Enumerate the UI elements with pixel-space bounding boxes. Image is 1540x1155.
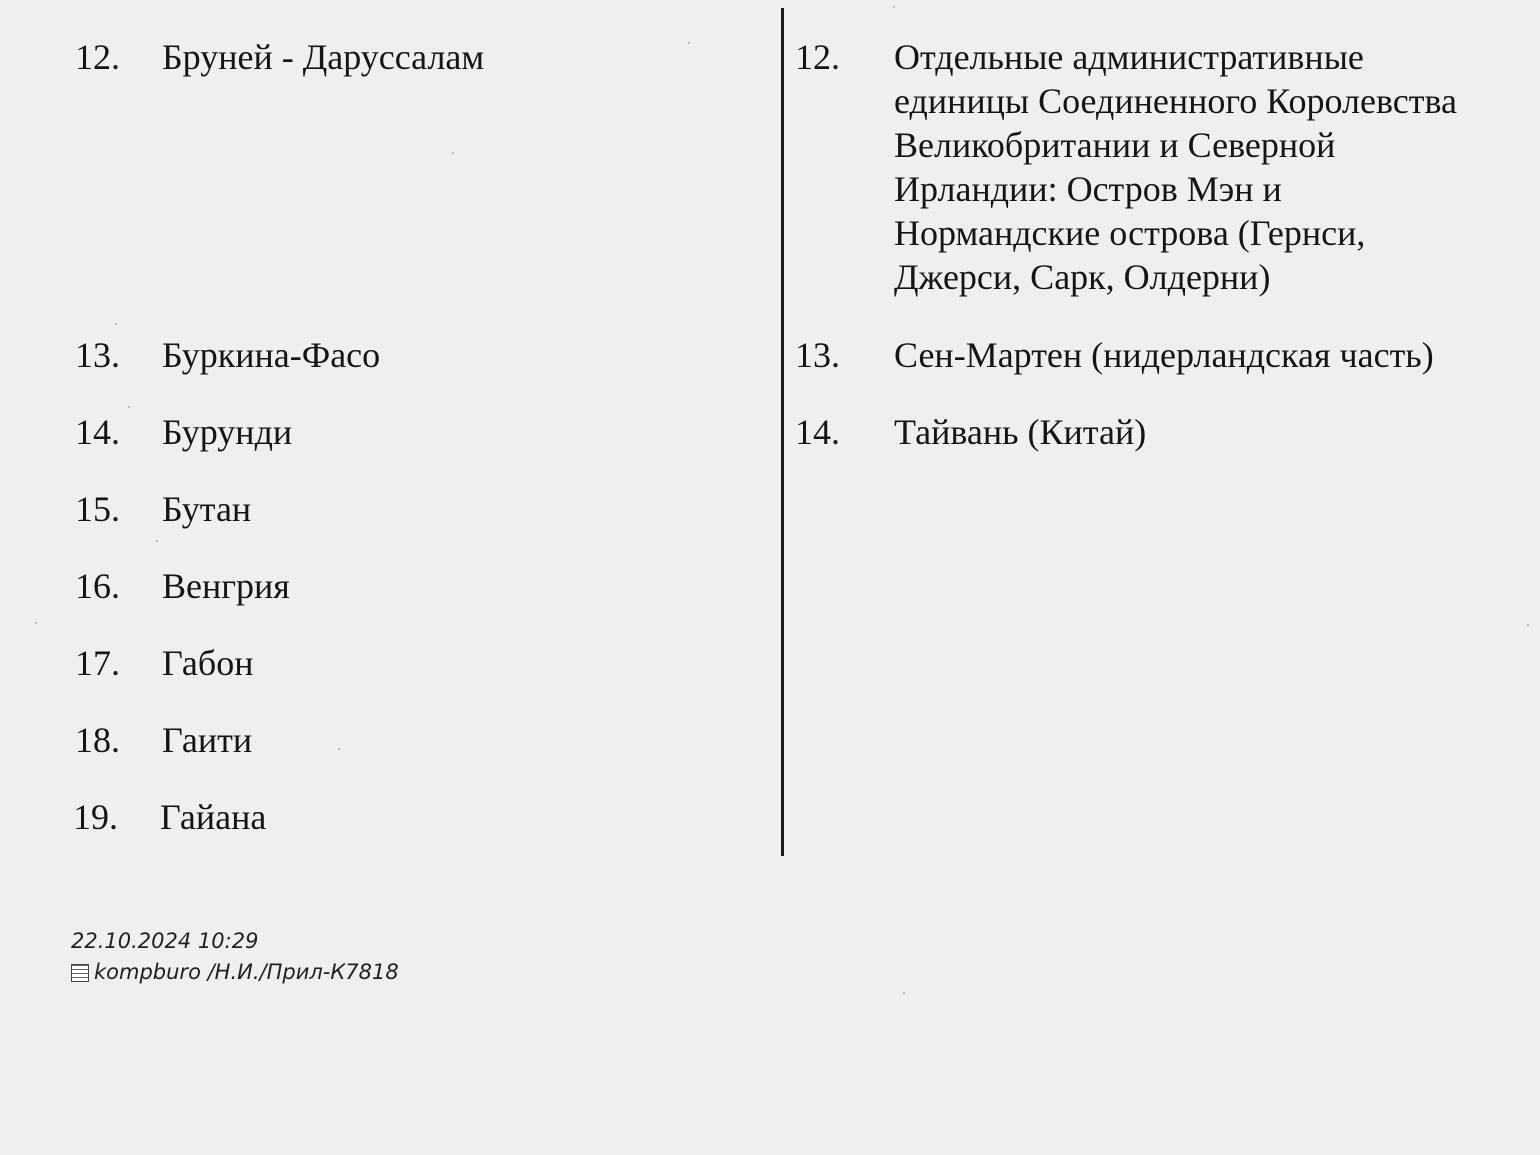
document-icon [71,964,89,982]
scan-speck [893,6,895,8]
scan-speck [903,992,905,994]
item-number: 17. [75,643,120,683]
document-footer [71,926,399,988]
item-number: 14. [795,412,840,452]
footer-path-line [71,957,399,988]
item-number: 15. [75,489,120,529]
scan-speck [156,540,158,542]
country-name: Гайана [160,797,267,837]
item-number: 13. [75,335,120,375]
item-number: 14. [75,412,120,452]
footer-path: kompburo /Н.И./Прил-К7818 [94,960,399,984]
territory-name: Отдельные административные единицы Соединенного Королевства Великобритании и Северной Ирландии: Остров Мэн и Нормандские острова (Гернси, Джерси, Сарк, Олдерни) [894,37,1457,297]
footer-timestamp: 22.10.2024 10:29 [71,929,259,953]
item-number: 12. [795,37,840,77]
country-name: Венгрия [162,566,290,606]
country-name: Бруней - Даруссалам [162,37,485,77]
item-number: 12. [75,37,120,77]
scan-speck [452,152,454,154]
territory-name: Сен-Мартен (нидерландская часть) [894,335,1434,375]
scan-speck [1527,624,1529,626]
scan-speck [115,323,117,325]
country-name: Бутан [162,489,252,529]
item-number: 18. [75,720,120,760]
scan-speck [338,748,340,750]
scan-speck [35,622,37,624]
scan-speck [688,42,690,44]
item-number: 19. [73,797,118,837]
country-name: Гаити [162,720,253,760]
column-divider [781,8,784,856]
scan-speck [128,406,130,408]
item-number: 13. [795,335,840,375]
item-number: 16. [75,566,120,606]
country-name: Буркина-Фасо [162,335,381,375]
country-name: Бурунди [162,412,293,452]
territory-name: Тайвань (Китай) [894,412,1147,452]
country-name: Габон [162,643,254,683]
